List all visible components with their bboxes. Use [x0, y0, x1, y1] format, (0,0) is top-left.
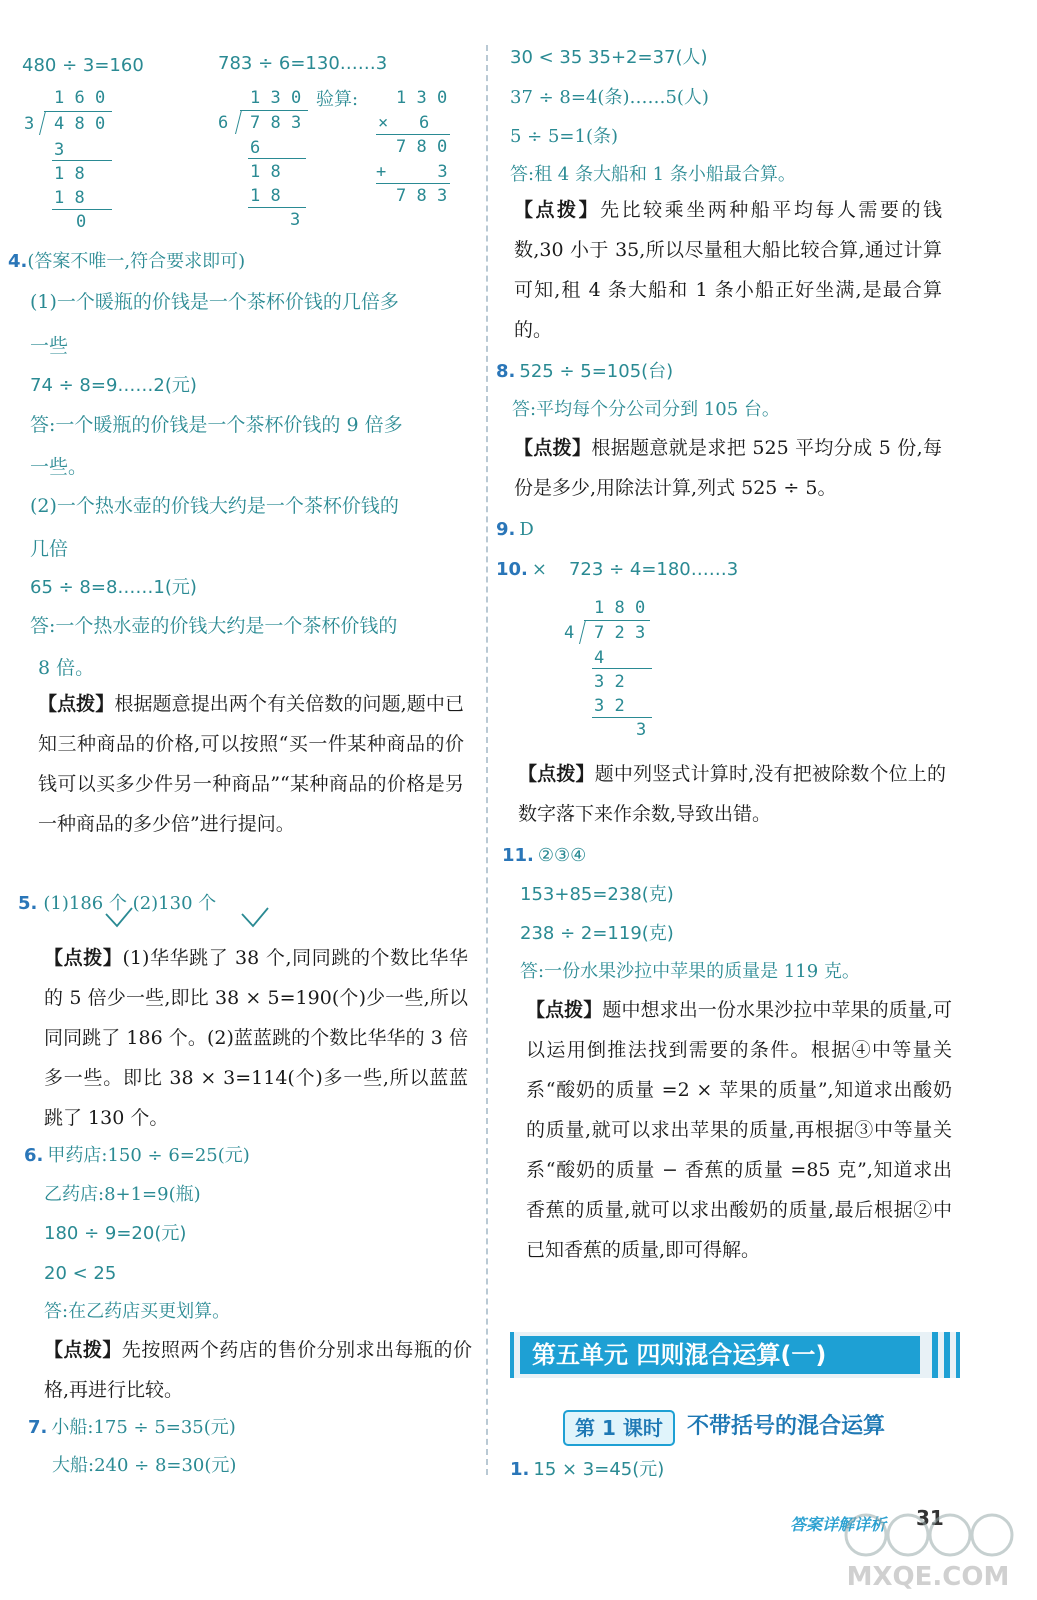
q6-line: 180 ÷ 9=20(元) [44, 1223, 187, 1244]
q4-part2-answer-cont: 8 倍。 [38, 657, 95, 679]
check-line: + 3 [376, 162, 448, 182]
q10-mark: × [531, 559, 547, 580]
tip-tag: 【点拨】 [44, 947, 123, 969]
question-8 [496, 360, 673, 384]
question-number: 11. [502, 845, 534, 866]
question-number: 7. [28, 1417, 48, 1438]
banner-stripe [956, 1332, 960, 1378]
q4-part2-question: (2)一个热水壶的价钱大约是一个茶杯价钱的 [30, 495, 399, 517]
banner-stripe [944, 1332, 950, 1378]
q10-expression: 723 ÷ 4=180……3 [568, 559, 739, 580]
q11-tip [526, 990, 952, 1270]
division-remainder: 3 [636, 720, 647, 740]
q4-part1-answer-cont: 一些。 [30, 456, 88, 478]
question-9 [496, 518, 534, 542]
question-11 [502, 844, 586, 868]
division-step: 3 [54, 140, 65, 160]
q7-answer: 答:租 4 条大船和 1 条小船最合算。 [510, 164, 796, 185]
division-dividend-1: 4 8 0 [54, 114, 106, 134]
division-remainder: 3 [290, 210, 301, 230]
division-step: 3 2 [594, 672, 625, 692]
division-quotient-2: 1 3 0 [250, 88, 302, 108]
unit-title: 第五单元 四则混合运算(一) [520, 1336, 920, 1374]
question-number: 8. [496, 361, 516, 382]
question-number: 4. [8, 251, 28, 272]
division-divisor-2: 6 [218, 113, 229, 133]
page-number: 31 [916, 1506, 944, 1530]
q6-line: 乙药店:8+1=9(瓶) [44, 1184, 201, 1205]
question-7 [28, 1416, 236, 1440]
division-bar [44, 111, 112, 112]
division-line [592, 668, 652, 669]
check-rule [376, 183, 450, 184]
division-divisor: 4 [564, 623, 575, 643]
division-dividend-2: 7 8 3 [250, 113, 302, 133]
q11-answer-text: 答:一份水果沙拉中苹果的质量是 119 克。 [520, 961, 860, 982]
tip-text: 根据题意提出两个有关倍数的问题,题中已知三种商品的价格,可以按照“买一件某种商品的价钱可以买多少件另一种商品”“某种商品的价格是另一种商品的多少倍”进行提问。 [38, 693, 464, 835]
check-mark-icon [104, 906, 134, 928]
q4-part1-calc: 74 ÷ 8=9……2(元) [30, 375, 197, 396]
division-bar [584, 620, 650, 621]
division-expression-2: 783 ÷ 6=130……3 [218, 53, 388, 74]
check-mark-icon [240, 906, 270, 928]
q7-cont-line: 37 ÷ 8=4(条)……5(人) [510, 87, 709, 108]
q4-part1-question-cont: 一些 [30, 335, 69, 357]
check-line: 1 3 0 [396, 88, 448, 108]
q6-answer: 答:在乙药店买更划算。 [44, 1301, 231, 1322]
tip-tag: 【点拨】 [518, 763, 595, 785]
division-line [592, 717, 652, 718]
division-dividend: 7 2 3 [594, 623, 646, 643]
q5-answer: (1)186 个 (2)130 个 [43, 893, 217, 914]
tip-tag: 【点拨】 [514, 199, 601, 221]
check-line: × 6 [378, 113, 430, 133]
q4-part2-calc: 65 ÷ 8=8……1(元) [30, 577, 197, 598]
tip-text: (1)华华跳了 38 个,同同跳的个数比华华的 5 倍少一些,即比 38 × 5=190(个)少一些,所以同同跳了 186 个。(2)蓝蓝跳的个数比华华的 3 倍多一些。即比 38 × 3=114(个)多一些,所以蓝蓝跳了 130 个。 [44, 947, 468, 1129]
q6-line: 20 < 25 [44, 1263, 117, 1284]
question-number: 10. [496, 559, 528, 580]
lesson-tag: 第 1 课时 [563, 1410, 675, 1446]
tip-text: 先按照两个药店的售价分别求出每瓶的价格,再进行比较。 [44, 1339, 472, 1401]
q11-answer: ②③④ [537, 845, 587, 866]
check-line: 7 8 0 [396, 137, 448, 157]
division-step: 3 2 [594, 696, 625, 716]
q7-cont-line: 30 < 35 35+2=37(人) [510, 47, 708, 68]
question-number: 9. [496, 519, 516, 540]
q8-answer: 答:平均每个分公司分到 105 台。 [512, 399, 780, 420]
banner-stripe [510, 1332, 514, 1378]
question-1 [510, 1458, 664, 1482]
tip-tag: 【点拨】 [514, 437, 592, 459]
q4-part1-question: (1)一个暖瓶的价钱是一个茶杯价钱的几倍多 [30, 291, 399, 313]
division-bracket [235, 110, 242, 134]
division-quotient: 1 8 0 [594, 598, 646, 618]
tip-text: 题中列竖式计算时,没有把被除数个位上的数字落下来作余数,导致出错。 [518, 763, 946, 825]
tip-text: 题中想求出一份水果沙拉中苹果的质量,可以运用倒推法找到需要的条件。根据④中等量关系“酸奶的质量 =2 × 苹果的质量”,知道求出酸奶的质量,就可以求出苹果的质量,再根据③中等量关系“酸奶的质量 − 香蕉的质量 =85 克”,知道求出香蕉的质量,就可以求出酸奶的质量,最后根据②中已知香蕉的质量,即可得解。 [526, 999, 952, 1261]
division-step: 1 8 [54, 188, 85, 208]
division-expression-1: 480 ÷ 3=160 [22, 55, 144, 76]
q4-tip [38, 684, 464, 844]
lesson-title: 不带括号的混合运算 [687, 1414, 886, 1439]
question-6 [24, 1144, 250, 1168]
q4-head: (答案不唯一,符合要求即可) [27, 251, 246, 272]
q7-tip [514, 190, 942, 350]
question-4 [8, 250, 245, 274]
division-remainder: 0 [76, 212, 87, 232]
question-number: 6. [24, 1145, 44, 1166]
q11-line: 238 ÷ 2=119(克) [520, 923, 674, 944]
division-quotient-1: 1 6 0 [54, 88, 106, 108]
tip-text: 先比较乘坐两种船平均每人需要的钱数,30 小于 35,所以尽量租大船比较合算,通过计算可知,租 4 条大船和 1 条小船正好坐满,是最合算的。 [514, 199, 942, 341]
division-bracket [39, 111, 46, 135]
tip-tag: 【点拨】 [38, 693, 115, 715]
q4-part1-answer: 答:一个暖瓶的价钱是一个茶杯价钱的 9 倍多 [30, 414, 403, 436]
division-divisor-1: 3 [24, 114, 35, 134]
q7-line: 小船:175 ÷ 5=35(元) [51, 1417, 236, 1438]
q11-line: 153+85=238(克) [520, 884, 674, 905]
q8-tip [514, 428, 942, 508]
division-bar [240, 110, 308, 111]
q4-part2-answer: 答:一个热水壶的价钱大约是一个茶杯价钱的 [30, 615, 398, 637]
check-label: 验算: [316, 89, 359, 110]
division-step: 4 [594, 648, 605, 668]
division-step: 1 8 [250, 162, 281, 182]
footer-label: 答案详解详析 [790, 1515, 887, 1534]
q4-part2-question-cont: 几倍 [30, 538, 69, 560]
tip-text: 根据题意就是求把 525 平均分成 5 份,每份是多少,用除法计算,列式 525 ÷ 5。 [514, 437, 942, 499]
division-step: 1 8 [250, 186, 281, 206]
column-divider [486, 45, 488, 1475]
question-number: 5. [18, 893, 38, 914]
division-bracket [579, 620, 586, 644]
watermark-logo-icon [838, 1505, 1018, 1593]
check-line: 7 8 3 [396, 186, 448, 206]
q5-tip [44, 938, 468, 1138]
q7-cont-line: 5 ÷ 5=1(条) [510, 126, 619, 147]
q6-tip [44, 1330, 472, 1410]
question-number: 1. [510, 1459, 530, 1480]
q7-line: 大船:240 ÷ 8=30(元) [52, 1455, 237, 1476]
q10-tip [518, 754, 946, 834]
check-rule [376, 134, 450, 135]
banner-stripe [932, 1332, 938, 1378]
division-line [52, 209, 112, 210]
tip-tag: 【点拨】 [44, 1339, 122, 1361]
q9-answer: D [519, 519, 534, 540]
division-line [52, 160, 112, 161]
question-10 [496, 558, 738, 582]
division-line [248, 158, 306, 159]
watermark-text: MXQE.COM [846, 1562, 1010, 1592]
q8-calc: 525 ÷ 5=105(台) [519, 361, 674, 382]
q6-line: 甲药店:150 ÷ 6=25(元) [47, 1145, 250, 1166]
division-step: 6 [250, 138, 261, 158]
division-line [248, 207, 306, 208]
q1-calc: 15 × 3=45(元) [533, 1459, 665, 1480]
division-step: 1 8 [54, 164, 85, 184]
tip-tag: 【点拨】 [526, 999, 603, 1021]
